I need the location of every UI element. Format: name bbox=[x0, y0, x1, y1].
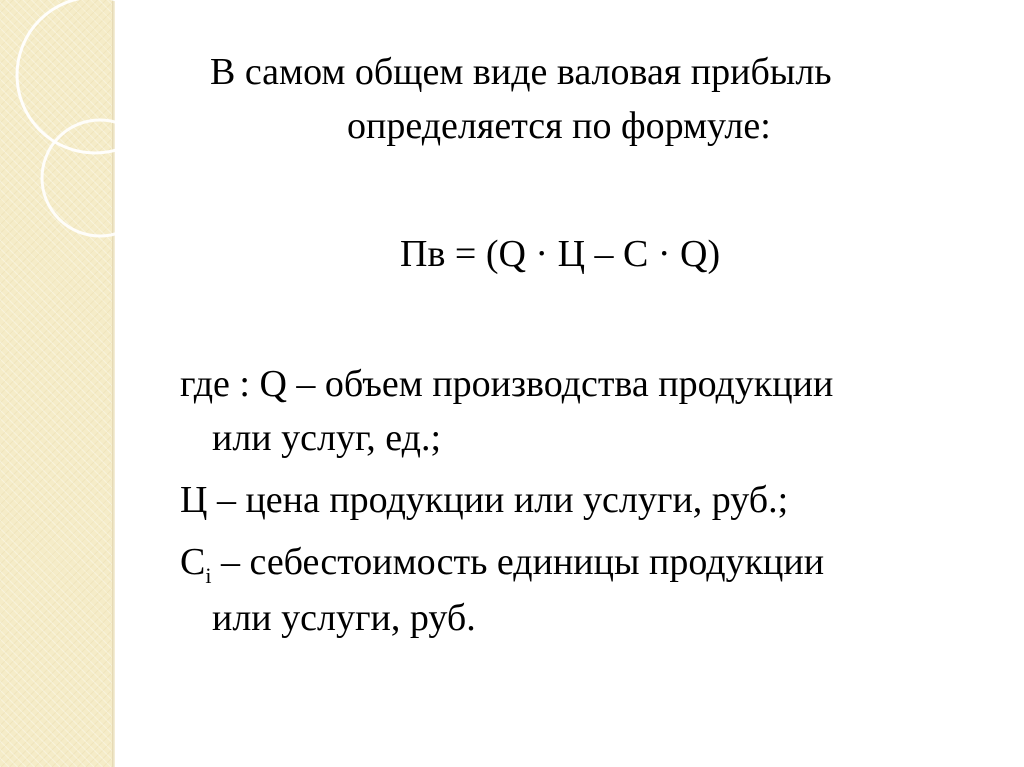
heading-line-1: В самом общем виде валовая прибыль bbox=[210, 51, 832, 93]
definition-q-line-2: или услуг, ед.; bbox=[212, 417, 442, 459]
gross-profit-formula: Пв = (Q · Ц – С · Q) bbox=[400, 233, 721, 275]
cost-definition-text: – себестоимость единицы продукции bbox=[211, 541, 825, 583]
definition-q-line-1: где : Q – объем производства продукции bbox=[180, 363, 834, 405]
decorative-rings bbox=[0, 0, 160, 260]
decorative-ring-small bbox=[42, 120, 158, 236]
definition-cost-line-2: или услуги, руб. bbox=[212, 597, 476, 639]
heading-line-2: определяется по формуле: bbox=[347, 105, 771, 147]
decorative-ring-large bbox=[17, 0, 160, 153]
cost-subscript: i bbox=[205, 563, 212, 588]
definition-price: Ц – цена продукции или услуги, руб.; bbox=[180, 479, 789, 521]
cost-symbol: С bbox=[180, 541, 206, 583]
definition-cost-line-1 bbox=[180, 540, 824, 589]
